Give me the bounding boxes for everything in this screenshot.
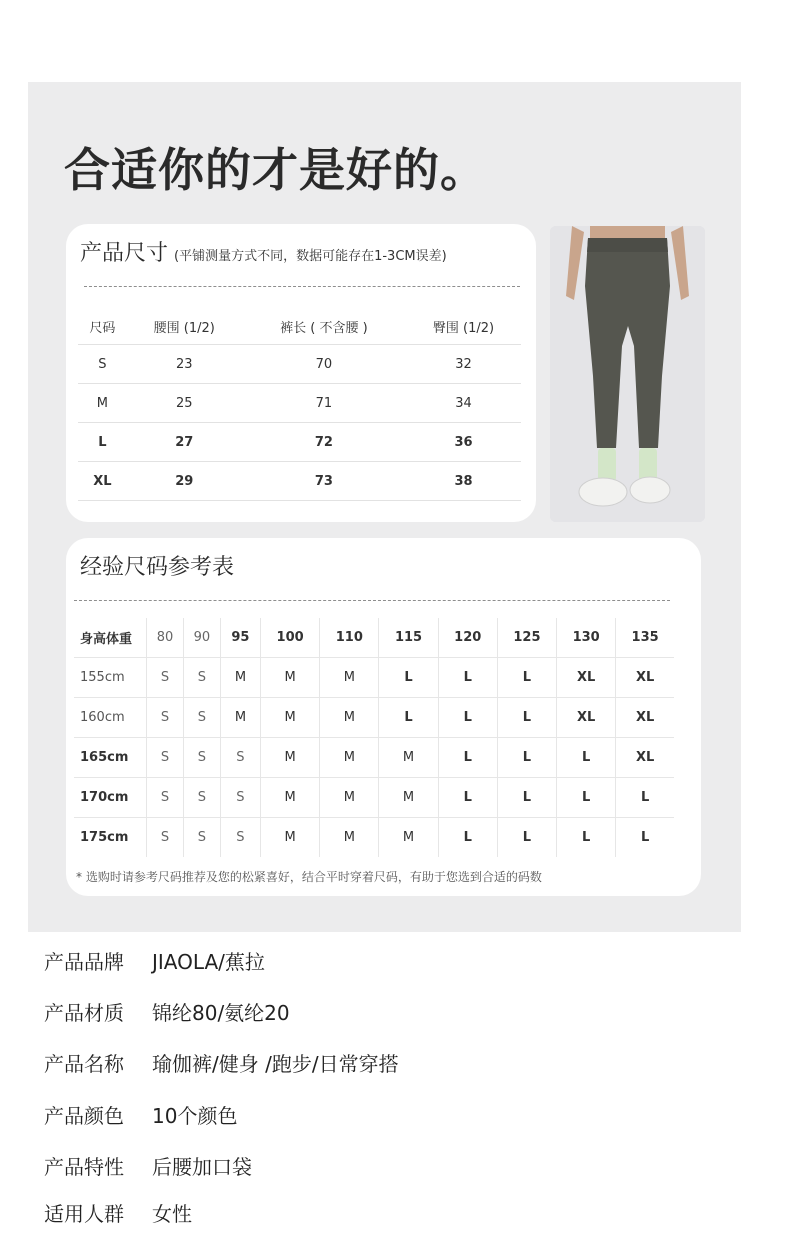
leggings-illustration — [550, 226, 705, 522]
table-row — [74, 818, 674, 858]
table-cell: L — [78, 423, 127, 462]
table-cell: S — [147, 738, 184, 778]
table-cell: L — [497, 658, 556, 698]
table-cell: XL — [616, 658, 674, 698]
headline: 合适你的才是好的。 — [64, 143, 487, 197]
table-cell: L — [640, 830, 650, 845]
table-cell: 25 — [127, 384, 242, 423]
spec-row-name — [44, 1048, 399, 1077]
table-cell: 34 — [406, 384, 521, 423]
table-cell: S — [220, 778, 260, 818]
table-cell: 36 — [406, 423, 521, 462]
table-cell: L — [616, 778, 674, 818]
table-cell: L — [438, 698, 497, 738]
table-cell: M — [379, 778, 438, 818]
weight-header: 110 — [320, 618, 379, 658]
table-cell: 71 — [242, 384, 406, 423]
weight-header: 115 — [379, 618, 438, 658]
table-header-row — [74, 618, 674, 658]
table-cell: 72 — [242, 423, 406, 462]
table-cell: XL — [557, 698, 616, 738]
size-chart-panel — [28, 82, 741, 932]
exp-card-title: 经验尺码参考表 — [80, 555, 235, 580]
spec-key: 产品名称 — [44, 1052, 124, 1076]
spec-row-color — [44, 1100, 237, 1129]
header-cell: 腰围 (1/2) — [127, 308, 242, 345]
table-cell: M — [261, 738, 320, 778]
header-cell: 裤长 ( 不含腰 ) — [242, 308, 406, 345]
table-cell: M — [379, 818, 438, 858]
table-cell: S — [183, 658, 220, 698]
header-label: 身高体重 — [74, 618, 147, 658]
spec-row-material — [44, 997, 290, 1026]
table-cell: XL — [78, 462, 127, 501]
table-row — [78, 423, 521, 462]
table-cell: S — [220, 738, 260, 778]
spec-value: 女性 — [152, 1202, 192, 1226]
weight-header: 80 — [147, 618, 184, 658]
table-cell: M — [320, 658, 379, 698]
experience-size-card — [66, 538, 701, 896]
spec-key: 产品品牌 — [44, 950, 124, 974]
table-cell: XL — [616, 698, 674, 738]
table-cell: L — [497, 818, 556, 858]
table-cell: L — [497, 698, 556, 738]
height-label: 170cm — [74, 778, 147, 818]
table-row — [74, 658, 674, 698]
table-cell: 23 — [127, 345, 242, 384]
table-cell: L — [379, 658, 438, 698]
table-cell: M — [261, 698, 320, 738]
table-row — [78, 384, 521, 423]
table-cell: L — [557, 818, 616, 858]
weight-header: 135 — [616, 618, 674, 658]
header-cell: 尺码 — [78, 308, 127, 345]
table-cell: 27 — [127, 423, 242, 462]
table-header-row — [78, 308, 521, 345]
height-label: 165cm — [74, 738, 147, 778]
table-cell: S — [147, 778, 184, 818]
weight-header: 130 — [557, 618, 616, 658]
size-footnote: * 选购时请参考尺码推荐及您的松紧喜好，结合平时穿着尺码，有助于您选到合适的码数 — [76, 870, 542, 884]
table-cell: L — [497, 778, 556, 818]
header-cell: 臀围 (1/2) — [406, 308, 521, 345]
weight-header: 120 — [438, 618, 497, 658]
table-cell: 73 — [242, 462, 406, 501]
table-row — [78, 462, 521, 501]
table-cell: S — [183, 698, 220, 738]
table-row — [78, 345, 521, 384]
table-cell: S — [78, 345, 127, 384]
table-cell: S — [147, 818, 184, 858]
table-cell: M — [220, 658, 260, 698]
table-row — [74, 698, 674, 738]
table-cell: 38 — [406, 462, 521, 501]
height-label: 160cm — [74, 698, 147, 738]
table-cell: L — [438, 818, 497, 858]
table-cell: 70 — [242, 345, 406, 384]
spec-value: 后腰加口袋 — [152, 1155, 252, 1179]
table-cell: S — [183, 738, 220, 778]
experience-size-table — [74, 618, 674, 857]
size-card-title — [80, 236, 447, 267]
spec-row-audience — [44, 1198, 192, 1227]
weight-header: 95 — [220, 618, 260, 658]
table-row — [74, 738, 674, 778]
spec-value: 瑜伽裤/健身 /跑步/日常穿搭 — [152, 1052, 399, 1076]
table-cell: L — [497, 738, 556, 778]
model-leggings-photo — [550, 226, 705, 522]
spec-value: JIAOLA/蕉拉 — [152, 950, 265, 974]
table-cell: S — [147, 698, 184, 738]
table-cell: M — [379, 738, 438, 778]
table-cell: S — [220, 818, 260, 858]
spec-row-brand — [44, 946, 265, 975]
dashed-divider — [74, 600, 670, 601]
table-cell: L — [557, 778, 616, 818]
spec-key: 产品颜色 — [44, 1104, 124, 1128]
height-label: 155cm — [74, 658, 147, 698]
table-cell: L — [438, 658, 497, 698]
spec-key: 产品材质 — [44, 1001, 124, 1025]
table-cell: S — [147, 658, 184, 698]
table-cell: L — [438, 738, 497, 778]
table-cell: M — [320, 778, 379, 818]
weight-header: 90 — [183, 618, 220, 658]
spec-value: 锦纶80/氨纶20 — [152, 1001, 290, 1025]
table-cell: S — [183, 778, 220, 818]
spec-key: 适用人群 — [44, 1202, 124, 1226]
table-cell: M — [320, 738, 379, 778]
spec-value: 10个颜色 — [152, 1104, 238, 1128]
dashed-divider — [84, 286, 520, 287]
table-cell: XL — [616, 738, 674, 778]
size-card-note: (平铺测量方式不同，数据可能存在1-3CM误差) — [174, 249, 447, 264]
table-cell: XL — [557, 658, 616, 698]
size-card-title-text: 产品尺寸 — [80, 241, 169, 266]
product-size-table — [78, 308, 521, 501]
height-label: 175cm — [74, 818, 147, 858]
table-cell: M — [261, 778, 320, 818]
product-size-card — [66, 224, 536, 522]
spec-key: 产品特性 — [44, 1155, 124, 1179]
weight-header: 100 — [261, 618, 320, 658]
table-row — [74, 778, 674, 818]
table-cell: M — [320, 818, 379, 858]
table-cell: M — [261, 658, 320, 698]
table-cell: 32 — [406, 345, 521, 384]
spec-row-feature — [44, 1151, 252, 1180]
table-cell: M — [320, 698, 379, 738]
table-cell: M — [261, 818, 320, 858]
table-cell: M — [78, 384, 127, 423]
table-cell: M — [220, 698, 260, 738]
table-cell: 29 — [127, 462, 242, 501]
table-cell: L — [379, 698, 438, 738]
table-cell: L — [557, 738, 616, 778]
weight-header: 125 — [497, 618, 556, 658]
table-cell: S — [183, 818, 220, 858]
table-cell: L — [438, 778, 497, 818]
